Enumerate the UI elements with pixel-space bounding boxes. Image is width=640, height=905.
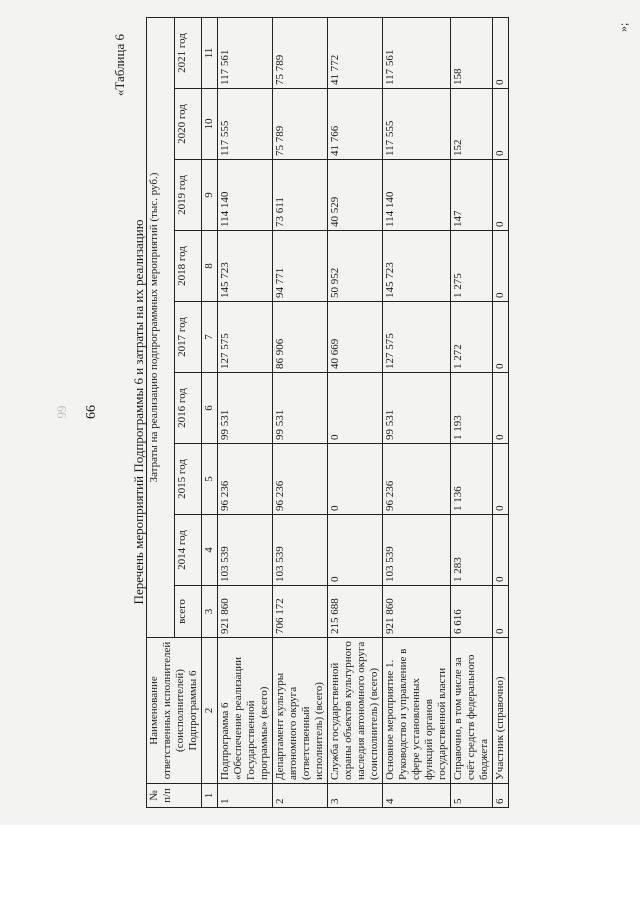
- total-cell: 921 860: [218, 586, 273, 638]
- year-value-cell: 96 236: [218, 444, 273, 515]
- index-cell: 2: [202, 638, 218, 784]
- year-value-cell: 40 669: [328, 302, 383, 373]
- year-value-cell: 0: [493, 18, 509, 89]
- row-name: Участник (справочно): [493, 638, 509, 784]
- expenses-table: [146, 17, 509, 808]
- year-value-cell: 158: [451, 18, 493, 89]
- year-value-cell: 96 236: [273, 444, 328, 515]
- page-number: 66: [84, 405, 99, 419]
- year-value-cell: 117 561: [383, 18, 451, 89]
- year-value-cell: 0: [493, 160, 509, 231]
- total-cell: 6 616: [451, 586, 493, 638]
- header-year: 2014 год: [174, 515, 202, 586]
- table-row: [328, 18, 383, 808]
- rotated-page-content: [4, 2, 636, 822]
- table-row: [493, 18, 509, 808]
- closing-mark: »;: [616, 22, 630, 32]
- year-value-cell: 0: [493, 515, 509, 586]
- row-number: 1: [218, 784, 273, 808]
- row-number: 3: [328, 784, 383, 808]
- total-cell: 706 172: [273, 586, 328, 638]
- row-name: Служба государственной охраны объектов культурного наследия автономного округа (соисполнитель) (всего): [328, 638, 383, 784]
- row-number: 2: [273, 784, 328, 808]
- year-value-cell: 1 272: [451, 302, 493, 373]
- year-value-cell: 99 531: [383, 373, 451, 444]
- year-value-cell: 1 283: [451, 515, 493, 586]
- year-value-cell: 0: [328, 515, 383, 586]
- table-row: [451, 18, 493, 808]
- row-number: 5: [451, 784, 493, 808]
- table-row: [218, 18, 273, 808]
- header-total: всего: [174, 586, 202, 638]
- year-value-cell: 103 539: [383, 515, 451, 586]
- header-name: Наименование ответственных исполнителей (соисполнителей) Подпрограммы 6: [147, 638, 202, 784]
- table-row: [383, 18, 451, 808]
- total-cell: 215 688: [328, 586, 383, 638]
- year-value-cell: 0: [493, 231, 509, 302]
- show-through-page-number: 99: [54, 405, 69, 419]
- year-value-cell: 152: [451, 89, 493, 160]
- year-value-cell: 117 555: [383, 89, 451, 160]
- row-name: Основное мероприятие 1. Руководство и управление в сфере установленных функций органов государственной власти: [383, 638, 451, 784]
- header-year: 2021 год: [174, 18, 202, 89]
- year-value-cell: 1 136: [451, 444, 493, 515]
- header-year: 2017 год: [174, 302, 202, 373]
- index-cell: 6: [202, 373, 218, 444]
- table-title: Перечень мероприятий Подпрограммы 6 и затраты на их реализацию: [131, 219, 146, 605]
- year-value-cell: 75 789: [273, 18, 328, 89]
- year-value-cell: 103 539: [273, 515, 328, 586]
- index-cell: 8: [202, 231, 218, 302]
- index-cell: 4: [202, 515, 218, 586]
- index-cell: 1: [202, 784, 218, 808]
- index-cell: 7: [202, 302, 218, 373]
- row-number: 6: [493, 784, 509, 808]
- year-value-cell: 99 531: [218, 373, 273, 444]
- index-cell: 10: [202, 89, 218, 160]
- total-cell: 0: [493, 586, 509, 638]
- table-row: [273, 18, 328, 808]
- year-value-cell: 114 140: [383, 160, 451, 231]
- index-cell: 11: [202, 18, 218, 89]
- table-label: «Таблица 6: [112, 34, 127, 97]
- header-num: № п/п: [147, 784, 202, 808]
- row-name: Подпрограмма 6 «Обеспечение реализации Государственной программы» (всего): [218, 638, 273, 784]
- year-value-cell: 40 529: [328, 160, 383, 231]
- year-value-cell: 147: [451, 160, 493, 231]
- year-value-cell: 0: [493, 89, 509, 160]
- column-index-row: [202, 18, 218, 808]
- row-name: Справочно, в том числе за счёт средств федерального бюджета: [451, 638, 493, 784]
- year-value-cell: 41 772: [328, 18, 383, 89]
- year-value-cell: 127 575: [218, 302, 273, 373]
- header-year: 2019 год: [174, 160, 202, 231]
- year-value-cell: 1 275: [451, 231, 493, 302]
- header-costs: Затраты на реализацию подпрограммных мероприятий (тыс. руб.): [147, 18, 175, 638]
- header-year: 2015 год: [174, 444, 202, 515]
- index-cell: 9: [202, 160, 218, 231]
- year-value-cell: 0: [328, 444, 383, 515]
- year-value-cell: 99 531: [273, 373, 328, 444]
- year-value-cell: 86 906: [273, 302, 328, 373]
- index-cell: 3: [202, 586, 218, 638]
- row-number: 4: [383, 784, 451, 808]
- year-value-cell: 127 575: [383, 302, 451, 373]
- year-value-cell: 0: [328, 373, 383, 444]
- year-value-cell: 50 952: [328, 231, 383, 302]
- year-value-cell: 145 723: [218, 231, 273, 302]
- year-value-cell: 94 771: [273, 231, 328, 302]
- year-value-cell: 114 140: [218, 160, 273, 231]
- year-value-cell: 117 555: [218, 89, 273, 160]
- year-value-cell: 41 766: [328, 89, 383, 160]
- total-cell: 921 860: [383, 586, 451, 638]
- year-value-cell: 0: [493, 444, 509, 515]
- header-year: 2018 год: [174, 231, 202, 302]
- year-value-cell: 103 539: [218, 515, 273, 586]
- year-value-cell: 0: [493, 302, 509, 373]
- year-value-cell: 73 611: [273, 160, 328, 231]
- year-value-cell: 117 561: [218, 18, 273, 89]
- year-value-cell: 1 193: [451, 373, 493, 444]
- year-value-cell: 96 236: [383, 444, 451, 515]
- year-value-cell: 145 723: [383, 231, 451, 302]
- year-value-cell: 0: [493, 373, 509, 444]
- index-cell: 5: [202, 444, 218, 515]
- row-name: Департамент культуры автономного округа (ответственный исполнитель) (всего): [273, 638, 328, 784]
- header-year: 2016 год: [174, 373, 202, 444]
- year-value-cell: 75 789: [273, 89, 328, 160]
- header-year: 2020 год: [174, 89, 202, 160]
